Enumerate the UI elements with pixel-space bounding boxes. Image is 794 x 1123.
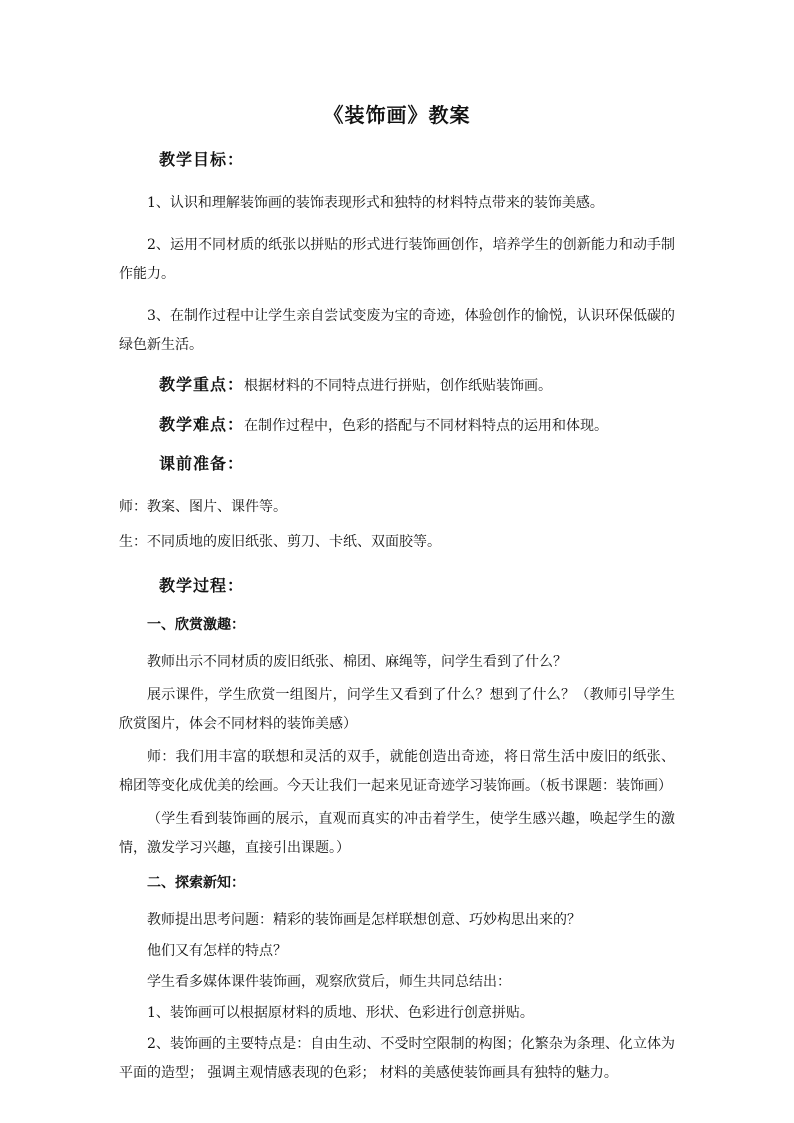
difficulty-line	[119, 413, 675, 438]
document-title: 《装饰画》教案	[323, 103, 471, 127]
preparation-teacher: 师：教案、图片、课件等。	[119, 499, 287, 515]
difficulty-label: 教学难点：	[159, 415, 245, 434]
section1-heading: 一、欣赏激趣：	[147, 617, 245, 633]
process-heading: 教学过程：	[159, 576, 245, 595]
objective-item-2: 2、运用不同材质的纸张以拼贴的形式进行装饰画创作，培养学生的创新能力和动手制作能力。	[119, 237, 675, 282]
difficulty-text: 在制作过程中，色彩的搭配与不同材料特点的运用和体现。	[244, 418, 609, 434]
section2-paragraph-5: 2、装饰画的主要特点是：自由生动、不受时空限制的构图；化繁杂为条理、化立体为平面的造型； 强调主观情感表现的色彩； 材料的美感使装饰画具有独特的魅力。	[119, 1036, 675, 1081]
key-point-label: 教学重点：	[159, 375, 245, 394]
objective-item-1: 1、认识和理解装饰画的装饰表现形式和独特的材料特点带来的装饰美感。	[147, 195, 604, 211]
section1-paragraph-4: （学生看到装饰画的展示，直观而真实的冲击着学生，使学生感兴趣，唤起学生的激情，激发学习兴趣，直接引出课题。）	[119, 811, 675, 856]
section2-paragraph-3: 学生看多媒体课件装饰画，观察欣赏后，师生共同总结出：	[147, 974, 511, 990]
preparation-student: 生：不同质地的废旧纸张、剪刀、卡纸、双面胶等。	[119, 534, 441, 550]
document-content	[119, 101, 675, 1088]
section1-paragraph-2: 展示课件，学生欣赏一组图片，问学生又看到了什么？想到了什么？（教师引导学生欣赏图片，体会不同材料的装饰美感）	[119, 687, 675, 732]
key-point-text: 根据材料的不同特点进行拼贴，创作纸贴装饰画。	[244, 378, 553, 394]
objectives-heading: 教学目标：	[159, 150, 245, 169]
objective-item-3: 3、在制作过程中让学生亲自尝试变废为宝的奇迹，体验创作的愉悦，认识环保低碳的绿色新生活。	[119, 308, 675, 353]
section1-paragraph-1: 教师出示不同材质的废旧纸张、棉团、麻绳等，问学生看到了什么？	[147, 654, 567, 670]
section2-paragraph-4: 1、装饰画可以根据原材料的质地、形状、色彩进行创意拼贴。	[147, 1005, 534, 1021]
section2-paragraph-2: 他们又有怎样的特点？	[147, 943, 287, 959]
preparation-heading: 课前准备：	[159, 454, 245, 473]
section2-heading: 二、探索新知：	[147, 875, 245, 891]
key-point-line	[119, 373, 675, 398]
section2-paragraph-1: 教师提出思考问题：精彩的装饰画是怎样联想创意、巧妙构思出来的？	[147, 912, 581, 928]
section1-paragraph-3: 师：我们用丰富的联想和灵活的双手，就能创造出奇迹，将日常生活中废旧的纸张、棉团等变化成优美的绘画。今天让我们一起来见证奇迹学习装饰画。（板书课题：装饰画）	[119, 749, 675, 794]
